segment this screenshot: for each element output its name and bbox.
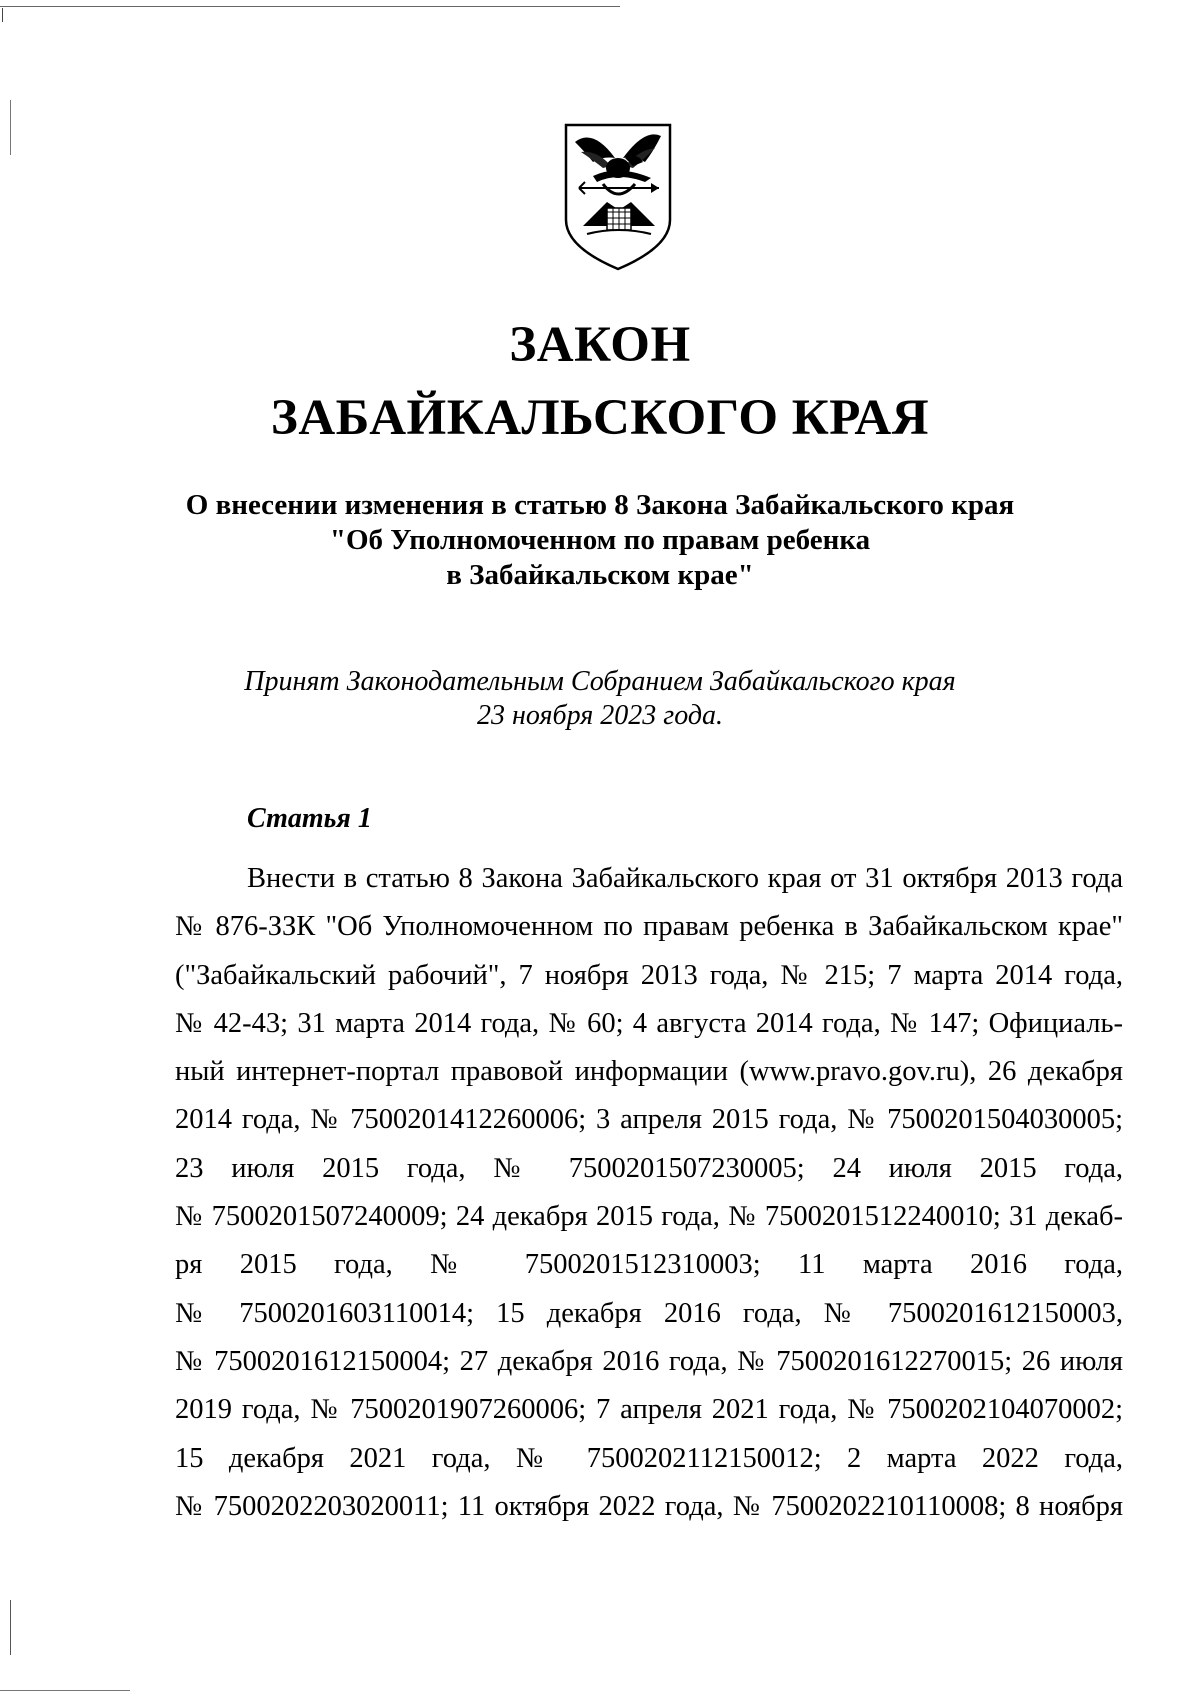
- article-body-line: № 7500201603110014; 15 декабря 2016 года, № 7500201612150003,: [175, 1297, 1123, 1329]
- article-body-line: ный интернет-портал правовой информации (www.pravo.gov.ru), 26 декабря: [175, 1056, 1123, 1088]
- scan-artifact-bottom-line: [0, 1690, 130, 1691]
- article-body-line: № 7500201612150004; 27 декабря 2016 года, № 7500201612270015; 26 июля: [175, 1345, 1123, 1377]
- scan-artifact-top-line: [0, 6, 620, 7]
- document-title-law: ЗАКОН: [509, 317, 691, 373]
- article-body-line: 2019 года, № 7500201907260006; 7 апреля 2021 года, № 7500202104070002;: [175, 1394, 1123, 1426]
- article-body: [175, 855, 1123, 1531]
- article-heading: Статья 1: [247, 803, 372, 834]
- scan-artifact-left-mark-bottom: [10, 1600, 11, 1655]
- article-body-line: 23 июля 2015 года, № 7500201507230005; 24 июля 2015 года,: [175, 1152, 1123, 1184]
- scan-artifact-corner: [2, 8, 3, 22]
- subtitle-line-1: О внесении изменения в статью 8 Закона Забайкальского края: [185, 489, 1015, 521]
- article-body-line: 2014 года, № 7500201412260006; 3 апреля 2015 года, № 7500201504030005;: [175, 1104, 1123, 1136]
- article-body-line: № 42-43; 31 марта 2014 года, № 60; 4 августа 2014 года, № 147; Официаль-: [175, 1007, 1123, 1039]
- adoption-note: [0, 665, 1200, 733]
- scan-artifact-left-mark: [10, 100, 11, 155]
- article-body-line: № 7500201507240009; 24 декабря 2015 года, № 7500201512240010; 31 декаб-: [175, 1201, 1123, 1233]
- document-subtitle: [0, 488, 1200, 593]
- subtitle-line-3: в Забайкальском крае": [446, 559, 754, 591]
- article-body-line: 15 декабря 2021 года, № 7500202112150012; 2 марта 2022 года,: [175, 1442, 1123, 1474]
- adoption-note-date: 23 ноября 2023 года.: [477, 700, 723, 731]
- adoption-note-line-1: Принят Законодательным Собранием Забайкальского края: [244, 666, 956, 697]
- article-body-line: ря 2015 года, № 7500201512310003; 11 марта 2016 года,: [175, 1249, 1123, 1281]
- article-body-line: № 7500202203020011; 11 октября 2022 года, № 7500202210110008; 8 ноября: [175, 1490, 1123, 1522]
- article-body-line: Внести в статью 8 Закона Забайкальского края от 31 октября 2013 года: [247, 863, 1123, 894]
- document-title-region: ЗАБАЙКАЛЬСКОГО КРАЯ: [270, 390, 930, 446]
- coat-of-arms-icon: [563, 122, 673, 272]
- article-body-line: ("Забайкальский рабочий", 7 ноября 2013 года, № 215; 7 марта 2014 года,: [175, 959, 1123, 991]
- subtitle-line-2: "Об Уполномоченном по правам ребенка: [329, 524, 871, 556]
- article-body-line: № 876-ЗЗК "Об Уполномоченном по правам ребенка в Забайкальском крае": [175, 911, 1123, 943]
